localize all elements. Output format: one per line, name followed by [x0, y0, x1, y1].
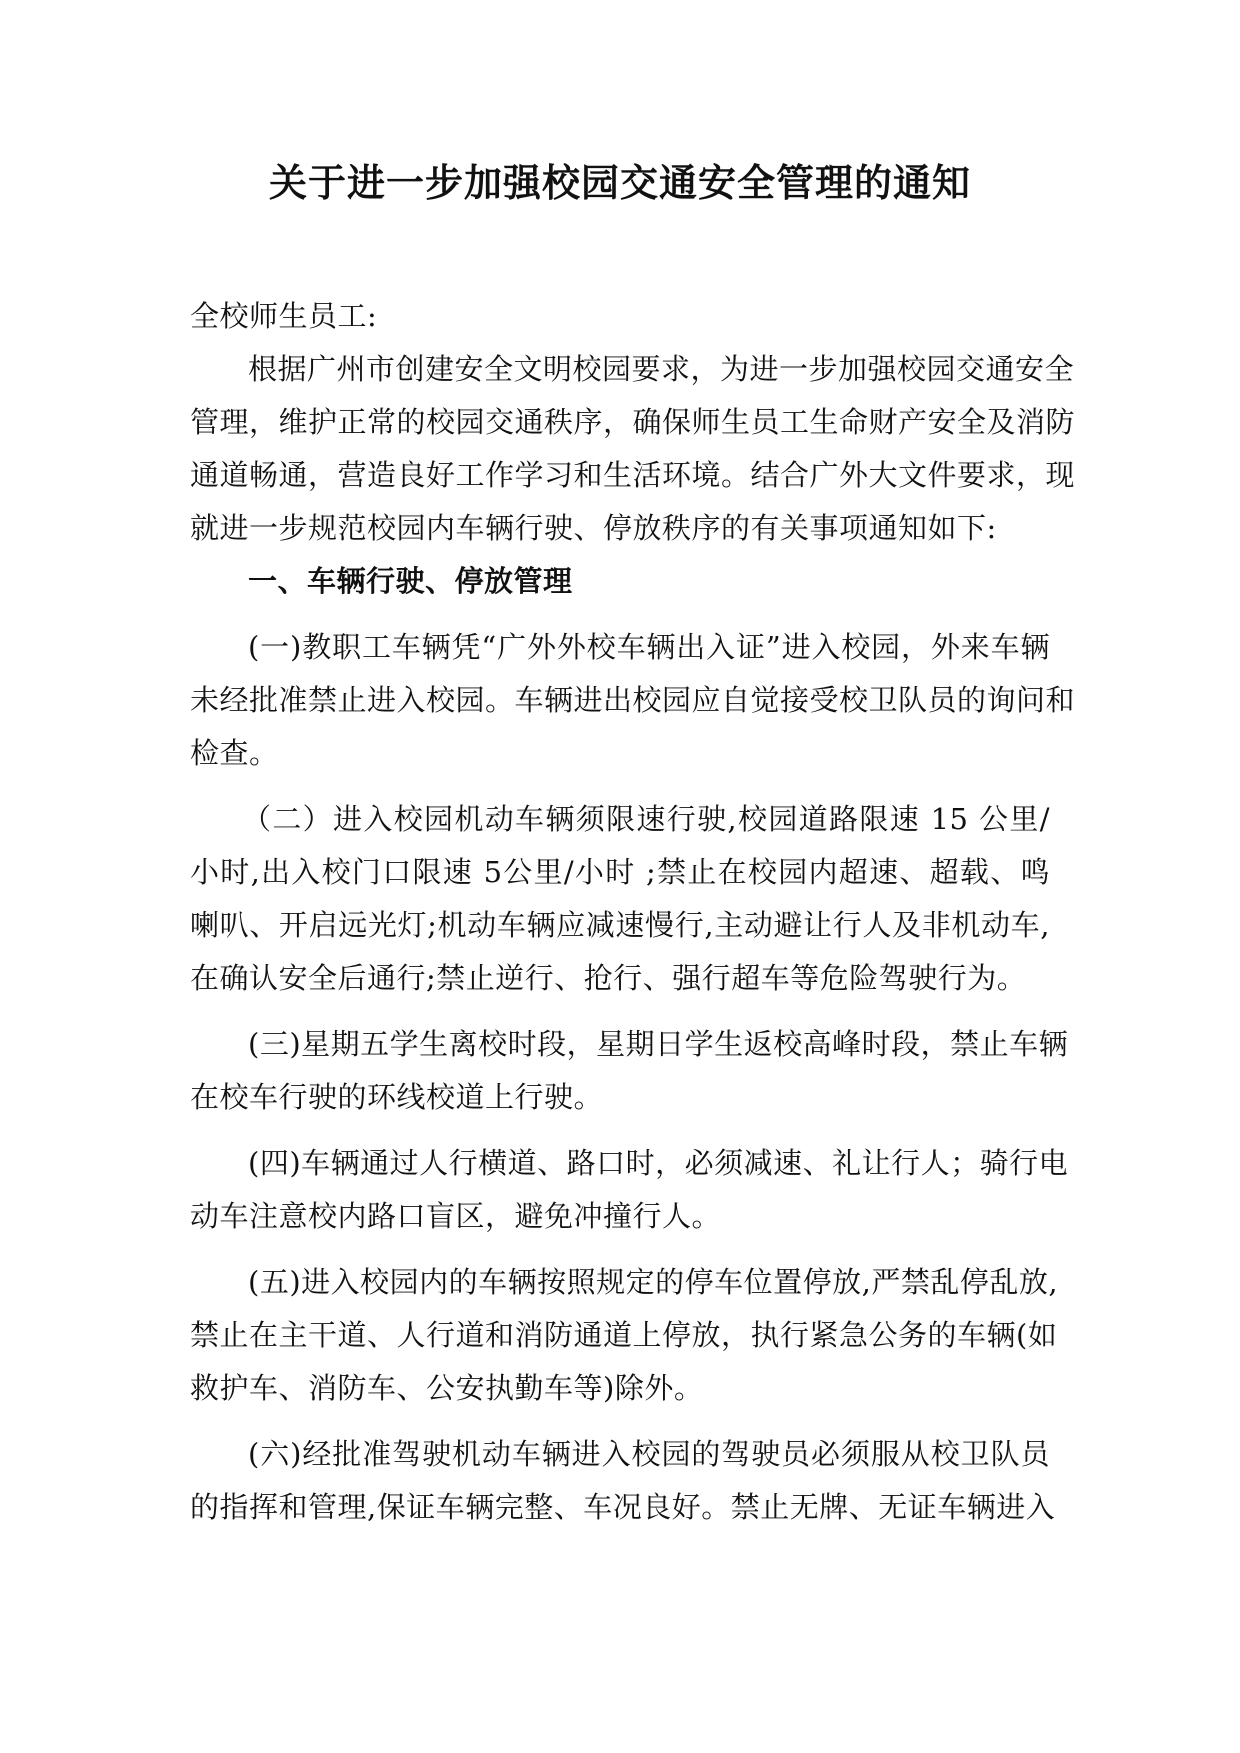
item-line: 喇叭、开启远光灯;机动车辆应减速慢行,主动避让行人及非机动车,: [190, 908, 1050, 942]
item-line: (三)星期五学生离校时段，星期日学生返校高峰时段，禁止车辆: [248, 1027, 1069, 1061]
item-line: 救护车、消防车、公安执勤车等)除外。: [190, 1371, 704, 1405]
item-line: 小时,出入校门口限速 5公里/小时 ;禁止在校园内超速、超载、鸣: [190, 855, 1050, 889]
section-heading: 一、车辆行驶、停放管理: [248, 564, 573, 598]
item-line: 禁止在主干道、人行道和消防通道上停放，执行紧急公务的车辆(如: [190, 1318, 1058, 1352]
item-line: 在校车行驶的环线校道上行驶。: [190, 1080, 604, 1114]
item-line: 动车注意校内路口盲区，避免冲撞行人。: [190, 1199, 722, 1233]
intro-line: 通道畅通，营造良好工作学习和生活环境。结合广外大文件要求，现: [190, 458, 1076, 492]
item-line: (一)教职工车辆凭“广外外校车辆出入证”进入校园，外来车辆: [248, 630, 1050, 664]
item-line: 未经批准禁止进入校园。车辆进出校园应自觉接受校卫队员的询问和: [190, 683, 1076, 717]
salutation: 全校师生员工:: [190, 299, 378, 333]
intro-line: 根据广州市创建安全文明校园要求，为进一步加强校园交通安全: [248, 352, 1075, 386]
intro-line: 管理，维护正常的校园交通秩序，确保师生员工生命财产安全及消防: [190, 405, 1076, 439]
intro-line: 就进一步规范校园内车辆行驶、停放秩序的有关事项通知如下:: [190, 511, 997, 545]
item-line: （二）进入校园机动车辆须限速行驶,校园道路限速 15 公里/: [242, 802, 1050, 836]
document-body: [190, 290, 1076, 1534]
item-line: (六)经批准驾驶机动车辆进入校园的驾驶员必须服从校卫队员: [248, 1437, 1050, 1471]
item-line: 在确认安全后通行;禁止逆行、抢行、强行超车等危险驾驶行为。: [190, 961, 1027, 995]
item-line: (四)车辆通过人行横道、路口时，必须减速、礼让行人；骑行电: [248, 1146, 1069, 1180]
item-line: 的指挥和管理,保证车辆完整、车况良好。禁止无牌、无证车辆进入: [190, 1490, 1056, 1524]
document-title: 关于进一步加强校园交通安全管理的通知: [268, 160, 971, 205]
item-line: 检查。: [190, 736, 279, 770]
item-line: (五)进入校园内的车辆按照规定的停车位置停放,严禁乱停乱放,: [248, 1265, 1059, 1299]
